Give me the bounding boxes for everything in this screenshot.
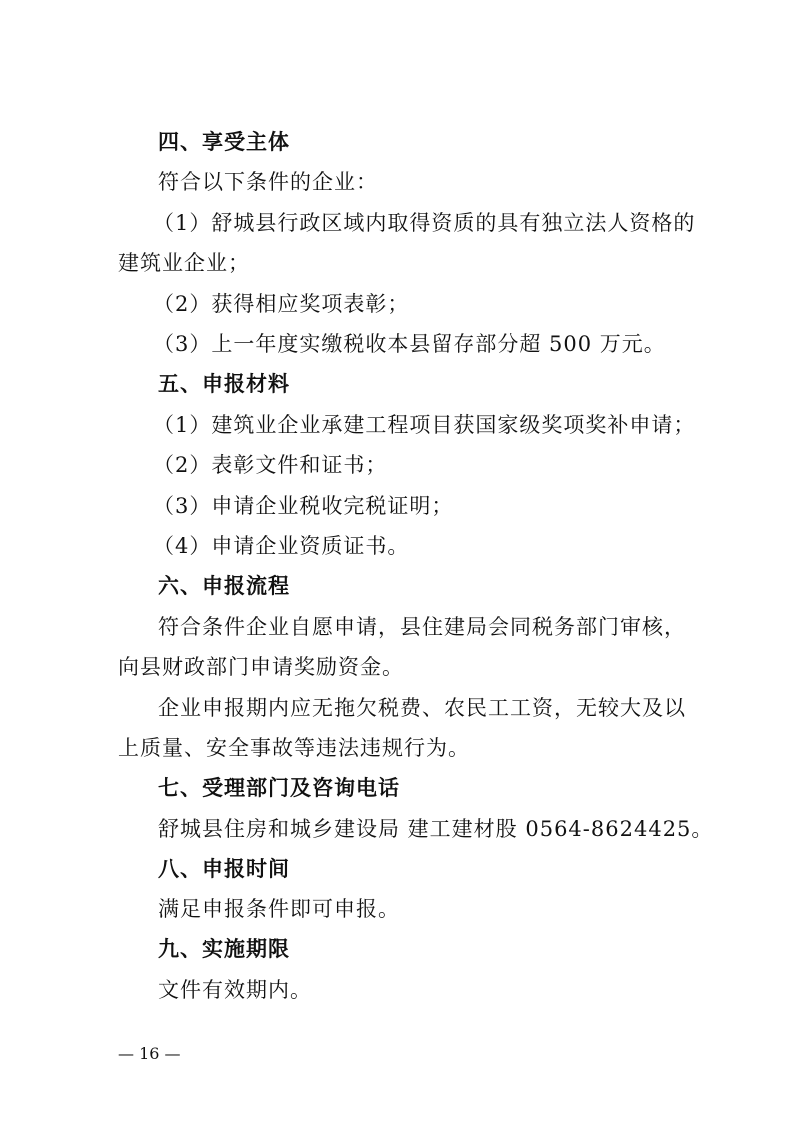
section-heading: 六、申报流程 [158, 574, 290, 598]
paragraph-line: （4）申请企业资质证书。 [153, 534, 410, 558]
paragraph-line: 向县财政部门申请奖励资金。 [118, 655, 404, 679]
section-heading: 九、实施期限 [158, 937, 290, 961]
paragraph-line: （1）建筑业企业承建工程项目获国家级奖项奖补申请； [153, 413, 696, 437]
paragraph-line: （1）舒城县行政区域内取得资质的具有独立法人资格的 [153, 211, 696, 235]
paragraph-line: （2）表彰文件和证书； [153, 453, 388, 477]
page-number: — 16 — [118, 1044, 181, 1063]
section-heading: 八、申报时间 [158, 857, 290, 881]
paragraph-line: 舒城县住房和城乡建设局 建工建材股 0564-8624425。 [158, 817, 714, 841]
paragraph-line: 符合条件企业自愿申请，县住建局会同税务部门审核， [158, 615, 686, 639]
paragraph-line: 满足申报条件即可申报。 [158, 897, 400, 921]
section-heading: 五、申报材料 [158, 372, 290, 396]
paragraph-line: 文件有效期内。 [158, 978, 312, 1002]
paragraph-line: 符合以下条件的企业： [158, 170, 378, 194]
paragraph-line: 建筑业企业； [118, 251, 250, 275]
paragraph-line: 企业申报期内应无拖欠税费、农民工工资，无较大及以 [158, 696, 686, 720]
section-heading: 四、享受主体 [158, 130, 290, 154]
paragraph-line: （2）获得相应奖项表彰； [153, 292, 410, 316]
section-heading: 七、受理部门及咨询电话 [158, 776, 400, 800]
paragraph-line: 上质量、安全事故等违法违规行为。 [118, 736, 470, 760]
paragraph-line: （3）上一年度实缴税收本县留存部分超 500 万元。 [153, 332, 666, 356]
paragraph-line: （3）申请企业税收完税证明； [153, 494, 454, 518]
